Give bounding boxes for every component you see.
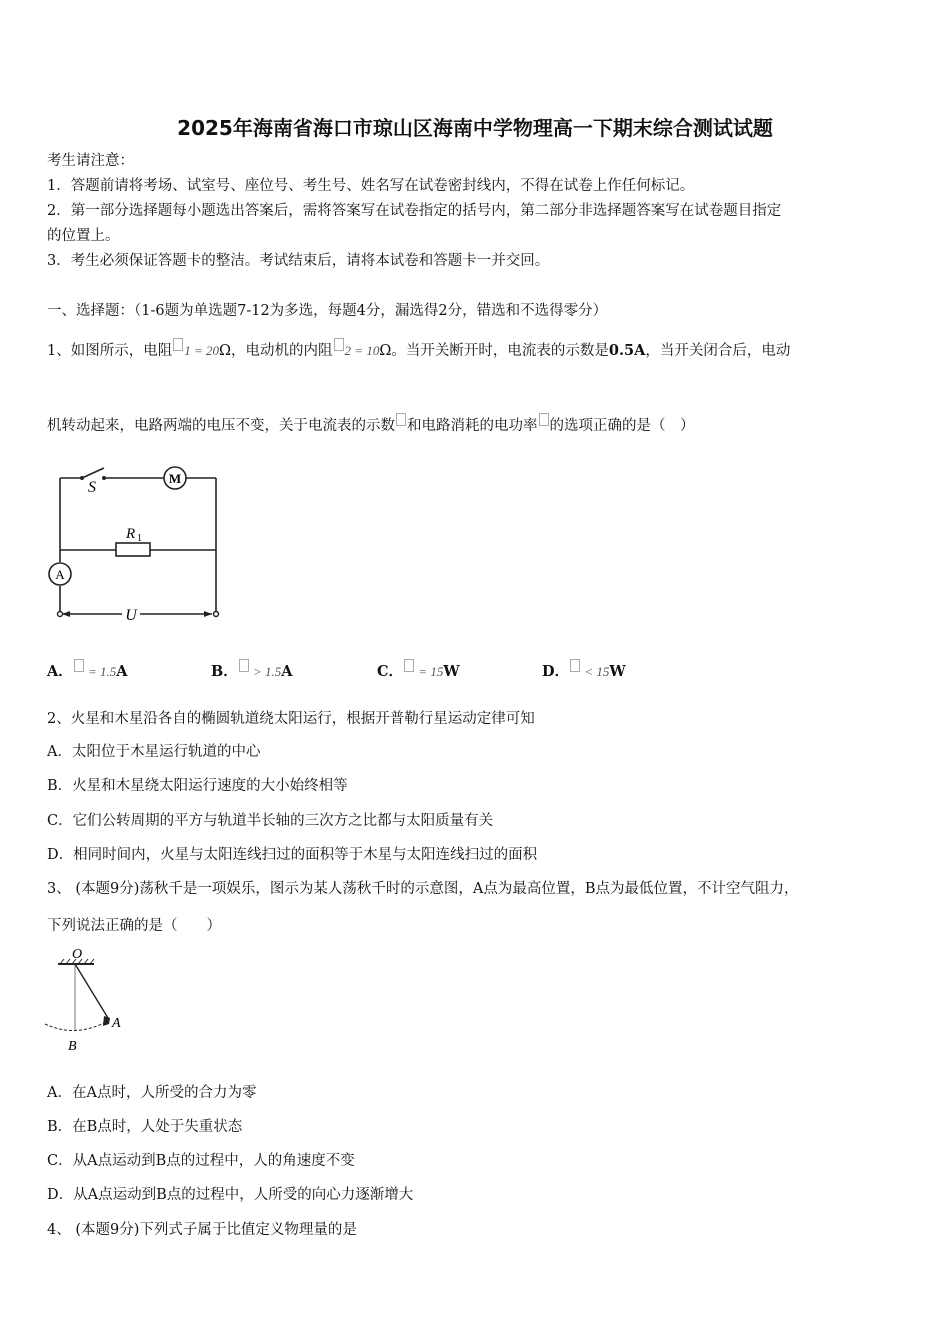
point-b-label: B	[68, 1039, 77, 1054]
notice-item: 的位置上。	[47, 228, 120, 244]
q1-stem-line1: 1、如图所示，电阻 1 = 20Ω，电动机的内阻 2 = 10Ω。当开关断开时，电流表的示数是0.5A，当开关闭合后，电动	[47, 338, 790, 361]
q4-stem: 4、 (本题9分)下列式子属于比值定义物理量的是	[47, 1222, 357, 1238]
q2-stem: 2、火星和木星沿各自的椭圆轨道绕太阳运行，根据开普勒行星运动定律可知	[47, 711, 535, 727]
point-a-label: A	[112, 1016, 121, 1031]
notice-item: 1．答题前请将考场、试室号、座位号、考生号、姓名写在试卷密封线内，不得在试卷上作任何标记。	[47, 178, 695, 194]
q1-option-d[interactable]: D． < 15W	[542, 659, 626, 682]
section-heading: 一、选择题：（1-6题为单选题7-12为多选，每题4分，漏选得2分，错选和不选得零分）	[47, 303, 608, 319]
point-o-label: O	[72, 947, 83, 962]
placeholder-icon	[74, 659, 84, 672]
placeholder-icon	[239, 659, 249, 672]
placeholder-icon	[173, 338, 183, 351]
switch-label: S	[88, 479, 96, 496]
q2-option-b[interactable]: B．火星和木星绕太阳运行速度的大小始终相等	[47, 778, 348, 794]
q1-stem-line2: 机转动起来，电路两端的电压不变，关于电流表的示数 和电路消耗的电功率 的选项正确的是（ ）	[47, 413, 695, 436]
ammeter-label: A	[55, 567, 65, 582]
circuit-diagram	[44, 462, 224, 630]
q3-stem-line1: 3、 (本题9分)荡秋千是一项娱乐，图示为某人荡秋千时的示意图，A点为最高位置，B点为最低位置，不计空气阻力，	[47, 881, 799, 897]
q3-option-b[interactable]: B．在B点时，人处于失重状态	[47, 1119, 243, 1135]
resistor-subscript: 1	[137, 533, 142, 544]
placeholder-icon	[334, 338, 344, 351]
placeholder-icon	[570, 659, 580, 672]
page-title: 2025年海南省海口市琼山区海南中学物理高一下期末综合测试试题	[177, 116, 773, 140]
person-icon	[103, 1016, 110, 1026]
swing-diagram	[40, 946, 140, 1056]
q1-option-a[interactable]: A． = 1.5A	[47, 659, 128, 682]
q3-option-c[interactable]: C．从A点运动到B点的过程中，人的角速度不变	[47, 1153, 355, 1169]
q2-option-c[interactable]: C．它们公转周期的平方与轨道半长轴的三次方之比都与太阳质量有关	[47, 813, 494, 829]
q1-option-b[interactable]: B． > 1.5A	[211, 659, 293, 682]
q2-option-a[interactable]: A．太阳位于木星运行轨道的中心	[47, 744, 261, 760]
q3-option-a[interactable]: A．在A点时，人所受的合力为零	[47, 1085, 257, 1101]
q3-option-d[interactable]: D．从A点运动到B点的过程中，人所受的向心力逐渐增大	[47, 1187, 414, 1203]
notice-heading: 考生请注意：	[47, 153, 134, 169]
voltage-label: U	[125, 607, 137, 624]
notice-item: 3．考生必须保证答题卡的整洁。考试结束后，请将本试卷和答题卡一并交回。	[47, 253, 550, 269]
resistor-label: R	[126, 526, 136, 542]
q1-option-c[interactable]: C． = 15W	[377, 659, 460, 682]
placeholder-icon	[404, 659, 414, 672]
q2-option-d[interactable]: D．相同时间内，火星与太阳连线扫过的面积等于木星与太阳连线扫过的面积	[47, 847, 538, 863]
motor-label: M	[168, 471, 182, 486]
notice-item: 2．第一部分选择题每小题选出答案后，需将答案写在试卷指定的括号内，第二部分非选择题答案写在试卷题目指定	[47, 203, 782, 219]
placeholder-icon	[539, 413, 549, 426]
placeholder-icon	[396, 413, 406, 426]
q3-stem-line2: 下列说法正确的是（ ）	[47, 918, 221, 934]
